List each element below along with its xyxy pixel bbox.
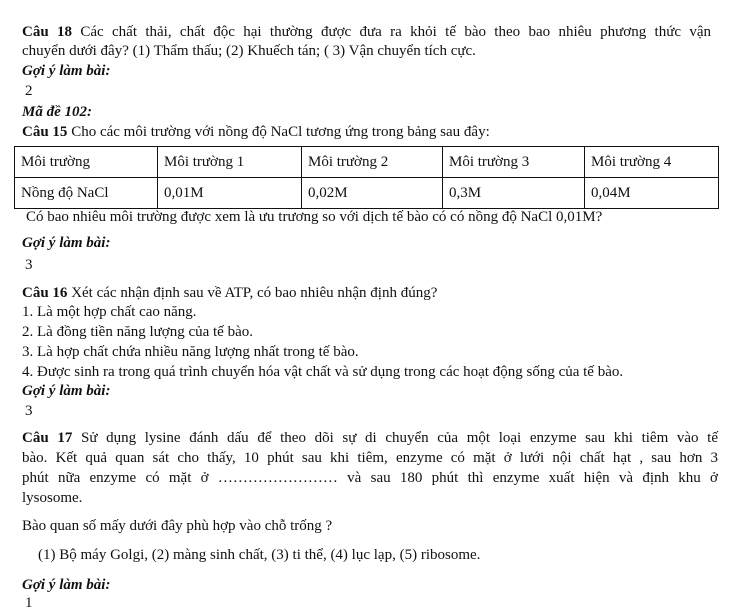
table-header-cell: Môi trường 2: [302, 147, 443, 178]
exam-code: Mã đề 102:: [22, 104, 92, 120]
q16-hint: Gợi ý làm bài:: [22, 383, 111, 399]
table-row: [15, 178, 719, 209]
table-cell: 0,02M: [302, 178, 443, 209]
q15-question: Có bao nhiêu môi trường được xem là ưu trương so với dịch tế bào có có nồng độ NaCl 0,01M?: [26, 209, 603, 225]
q17-label: Câu 17: [22, 430, 73, 446]
q15-text: Cho các môi trường với nồng độ NaCl tương ứng trong bảng sau đây:: [71, 124, 490, 140]
table-header-cell: Môi trường 1: [158, 147, 302, 178]
q18-label: Câu 18: [22, 24, 73, 40]
q18-text-line1: Các chất thải, chất độc hại thường được đưa ra khỏi tế bào theo bao nhiêu phương thức vận: [80, 24, 711, 40]
q16-label: Câu 16: [22, 285, 68, 301]
q18-answer: 2: [25, 83, 33, 99]
table-header-cell: Môi trường 3: [443, 147, 585, 178]
q18-line1: [22, 24, 711, 41]
q17-text-line1: Sử dụng lysine đánh dấu để theo dõi sự di chuyển của một loại enzyme sau khi tiêm vào tế: [80, 430, 719, 446]
q18-line2: chuyển dưới đây? (1) Thẩm thấu; (2) Khuếch tán; ( 3) Vận chuyển tích cực.: [22, 43, 476, 59]
table-header-cell: Môi trường: [15, 147, 158, 178]
q15-intro: [22, 124, 490, 141]
q17-line2: bào. Kết quả quan sát cho thấy, 10 phút sau khi tiêm, enzyme có mặt ở lưới nội chất hạt , sau hơn 3: [22, 450, 718, 466]
q17-line3: phút nữa enzyme có mặt ở …………………… và sau 180 phút thì enzyme xuất hiện và định khu ở: [22, 470, 718, 486]
q16-text: Xét các nhận định sau về ATP, có bao nhiêu nhận định đúng?: [71, 285, 438, 301]
q18-hint: Gợi ý làm bài:: [22, 63, 111, 79]
q17-options: (1) Bộ máy Golgi, (2) màng sinh chất, (3) ti thể, (4) lục lạp, (5) ribosome.: [38, 547, 481, 563]
q15-hint: Gợi ý làm bài:: [22, 235, 111, 251]
q15-answer: 3: [25, 257, 33, 273]
list-item: 3. Là hợp chất chứa nhiều năng lượng nhất trong tế bào.: [22, 344, 359, 360]
table-header-row: [15, 147, 719, 178]
table-cell: Nồng độ NaCl: [15, 178, 158, 209]
table-cell: 0,01M: [158, 178, 302, 209]
list-item: 1. Là một hợp chất cao năng.: [22, 304, 197, 320]
q17-answer: 1: [25, 595, 33, 611]
table-cell: 0,04M: [585, 178, 719, 209]
list-item: 4. Được sinh ra trong quá trình chuyển hóa vật chất và sử dụng trong các hoạt động sống của tế bào.: [22, 364, 624, 380]
q17-question: Bào quan số mấy dưới đây phù hợp vào chỗ trống ?: [22, 518, 333, 534]
nacl-table: [14, 146, 719, 209]
q17-hint: Gợi ý làm bài:: [22, 577, 111, 593]
table-cell: 0,3M: [443, 178, 585, 209]
table-header-cell: Môi trường 4: [585, 147, 719, 178]
q16-answer: 3: [25, 403, 33, 419]
list-item: 2. Là đồng tiền năng lượng của tế bào.: [22, 324, 253, 340]
q17-line1: [22, 430, 718, 447]
q15-label: Câu 15: [22, 124, 68, 140]
q16-intro: [22, 285, 437, 302]
q17-line4: lysosome.: [22, 490, 83, 506]
